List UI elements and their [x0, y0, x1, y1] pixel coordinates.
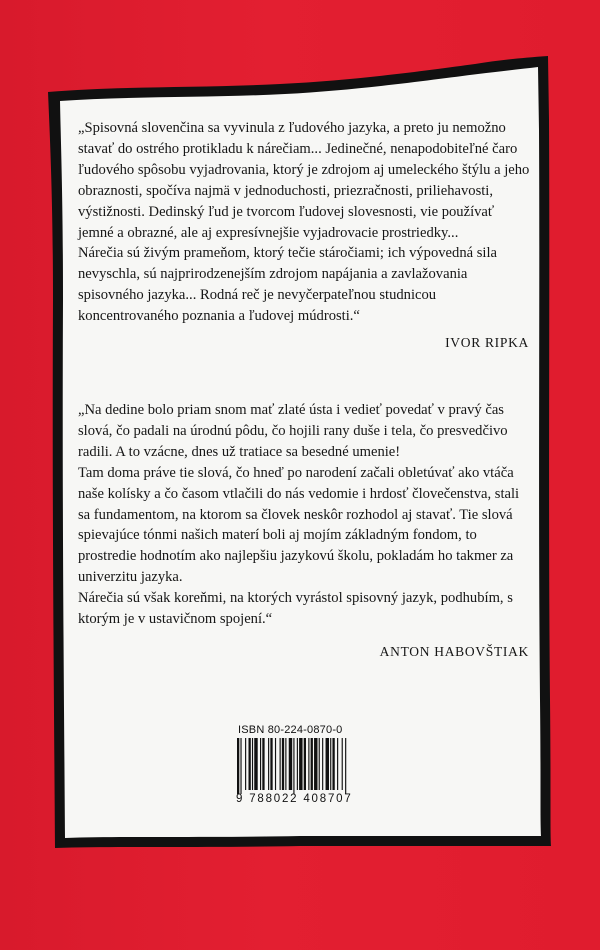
barcode-bar: [342, 738, 343, 790]
barcode-bar: [280, 738, 281, 790]
isbn-label: ISBN 80-224-0870-0: [238, 724, 343, 736]
barcode-bar: [311, 738, 313, 790]
barcode-image: [236, 738, 390, 794]
quote-paragraph: Nárečia sú však koreňmi, na ktorých vyrástol spisovný jazyk, podhubím, s ktorým je v ustavičnom spojení.“: [78, 590, 513, 628]
barcode-bar: [252, 738, 253, 790]
barcode-bar: [237, 738, 239, 794]
barcode-bar: [345, 738, 346, 794]
barcode-bar: [293, 738, 294, 794]
barcode-bar: [326, 738, 329, 790]
quotes-panel: [78, 118, 533, 663]
barcode-bar: [308, 738, 309, 790]
quote-author: ANTON HABOVŠTIAK: [379, 643, 529, 659]
barcode-bar: [332, 738, 334, 790]
barcode-bar: [245, 738, 246, 790]
quote-paragraph: „Na dedine bolo priam snom mať zlaté ústa i vedieť povedať v pravý čas slová, čo padali na úrodnú pôdu, čo hojili rany duše i tela, čo presvedčivo radili. A to vzácne, dnes už tratiace sa besedné umenie!: [78, 401, 508, 460]
barcode-bar: [268, 738, 269, 790]
barcode-bar: [299, 738, 302, 790]
barcode-bar: [270, 738, 272, 790]
quote-paragraph: „Spisovná slovenčina sa vyvinula z ľudového jazyka, a preto ju nemožno stavať do ostrého protikladu k nárečiam... Jedinečné, nenapodobiteľné čaro ľudového spôsobu vyjadrovania, ktorý je zdrojom aj umeleckého štýlu a jeho obraznosti, spočíva najmä v jednoduchosti, priezračnosti, priliehavosti, výstižnosti. Dedinský ľud je tvorcom ľudovej slovesnosti, vie používať jemné a obrazné, ale aj expresívnejšie vyjadrovacie prostriedky...: [78, 120, 530, 241]
barcode-bar: [275, 738, 276, 790]
isbn-block: [236, 724, 392, 805]
barcode-bar: [262, 738, 264, 790]
barcode-bar: [282, 738, 284, 790]
quote-habovstiak: [78, 400, 533, 663]
barcode-bar: [249, 738, 251, 790]
barcode-bar: [240, 738, 241, 794]
barcode-bar: [330, 738, 331, 790]
quote-paragraph: Tam doma práve tie slová, čo hneď po narodení začali obletúvať ako vtáča naše kolísky a čo časom vtlačili do nás vedomie i hrdosť človečenstva, stali sa fundamentom, na ktorom sa človek neskôr rozhodol aj stavať. Tie slová spievajúce tónmi našich materí boli aj mojím základným fondom, to prostredie hodnotím ako najlepšiu jazykovú školu, pokladám ho takmer za univerzitu jazyka.: [78, 464, 520, 586]
barcode-bar: [304, 738, 306, 790]
barcode-bar: [322, 738, 323, 790]
barcode-digits: 9 788022 408707: [236, 793, 353, 805]
quote-ripka: [78, 118, 533, 354]
barcode-bar: [285, 738, 286, 790]
barcode-bar: [337, 738, 338, 790]
barcode-bar: [319, 738, 320, 790]
barcode-bar: [314, 738, 317, 790]
quote-paragraph: Nárečia sú živým prameňom, ktorý tečie stáročiami; ich výpovedná sila nevyschla, sú najprirodzenejším zdrojom napájania a zavlažovania spisovného jazyka... Rodná reč je nevyčerpateľnou studnicou koncentrovaného poznania a ľudovej múdrosti.“: [78, 245, 498, 325]
barcode-bar: [289, 738, 292, 790]
barcode-bar: [260, 738, 261, 790]
barcode-bar: [254, 738, 257, 790]
barcode-bar: [297, 738, 298, 790]
quote-author: IVOR RIPKA: [445, 335, 529, 351]
